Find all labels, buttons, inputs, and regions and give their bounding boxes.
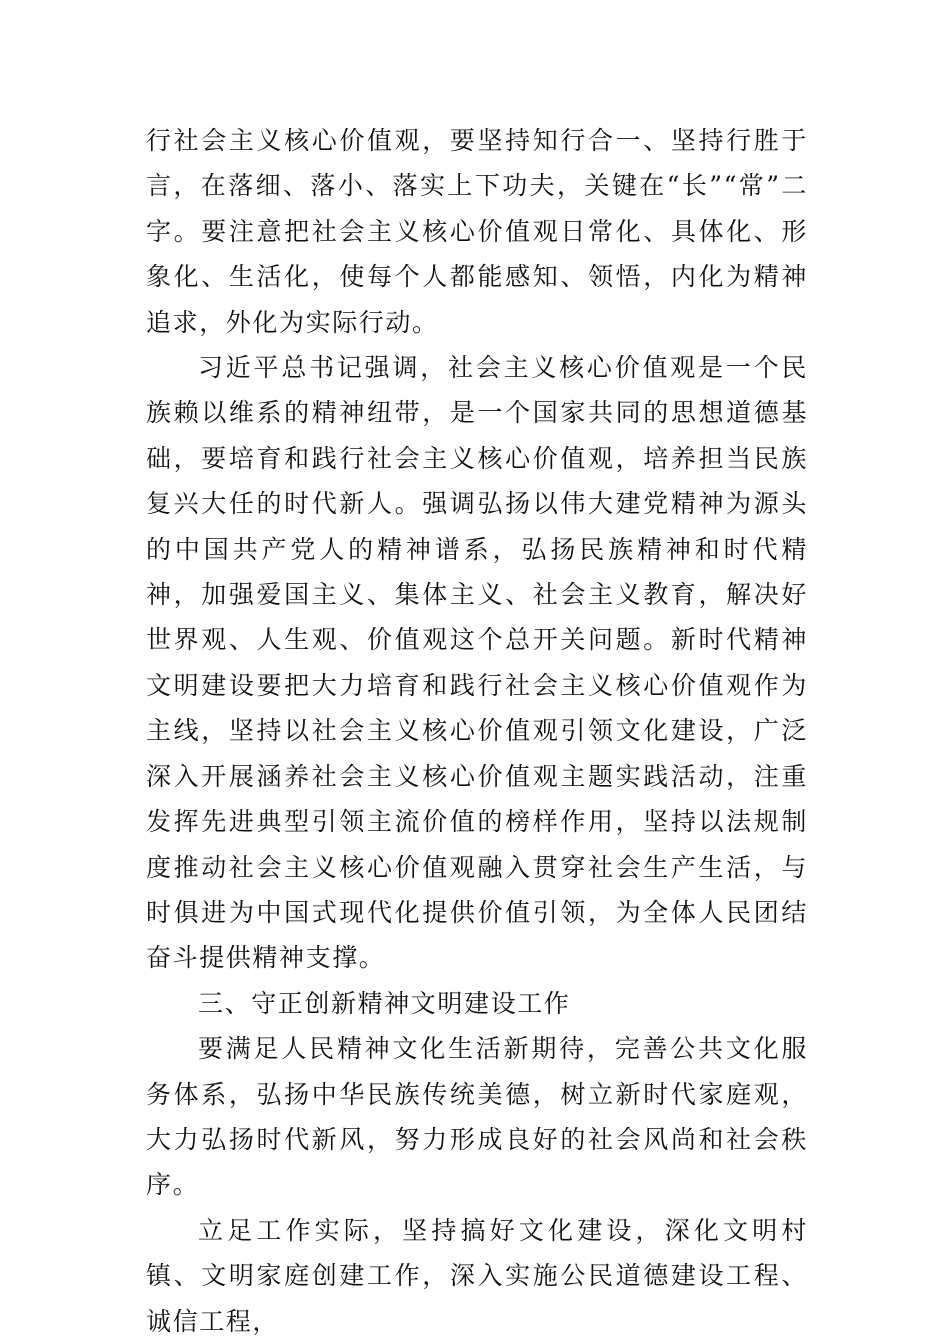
paragraph-cultural-needs: 要满足人民精神文化生活新期待，完善公共文化服务体系，弘扬中华民族传统美德，树立新时代家庭观，大力弘扬时代新风，努力形成良好的社会风尚和社会秩序。 bbox=[146, 1034, 808, 1200]
paragraph-core-values: 习近平总书记强调，社会主义核心价值观是一个民族赖以维系的精神纽带，是一个国家共同的思想道德基础，要培育和践行社会主义核心价值观，培养担当民族复兴大任的时代新人。强调弘扬以伟大建党精神为源头的中国共产党人的精神谱系，弘扬民族精神和时代精神，加强爱国主义、集体主义、社会主义教育，解决好世界观、人生观、价值观这个总开关问题。新时代精神文明建设要把大力培育和践行社会主义核心价值观作为主线，坚持以社会主义核心价值观引领文化建设，广泛深入开展涵养社会主义核心价值观主题实践活动，注重发挥先进典型引领主流价值的榜样作用，坚持以法规制度推动社会主义核心价值观融入贯穿社会生产生活，与时俱进为中国式现代化提供价值引领，为全体人民团结奋斗提供精神支撑。 bbox=[146, 353, 808, 973]
document-page bbox=[146, 118, 808, 1344]
section-heading: 三、守正创新精神文明建设工作 bbox=[198, 988, 571, 1018]
paragraph-continued: 行社会主义核心价值观，要坚持知行合一、坚持行胜于言，在落细、落小、落实上下功夫，关键在“长”“常”二字。要注意把社会主义核心价值观日常化、具体化、形象化、生活化，使每个人都能感知、领悟，内化为精神追求，外化为实际行动。 bbox=[146, 126, 808, 337]
paragraph-work-practice: 立足工作实际，坚持搞好文化建设，深化文明村镇、文明家庭创建工作，深入实施公民道德建设工程、诚信工程， bbox=[146, 1215, 808, 1336]
